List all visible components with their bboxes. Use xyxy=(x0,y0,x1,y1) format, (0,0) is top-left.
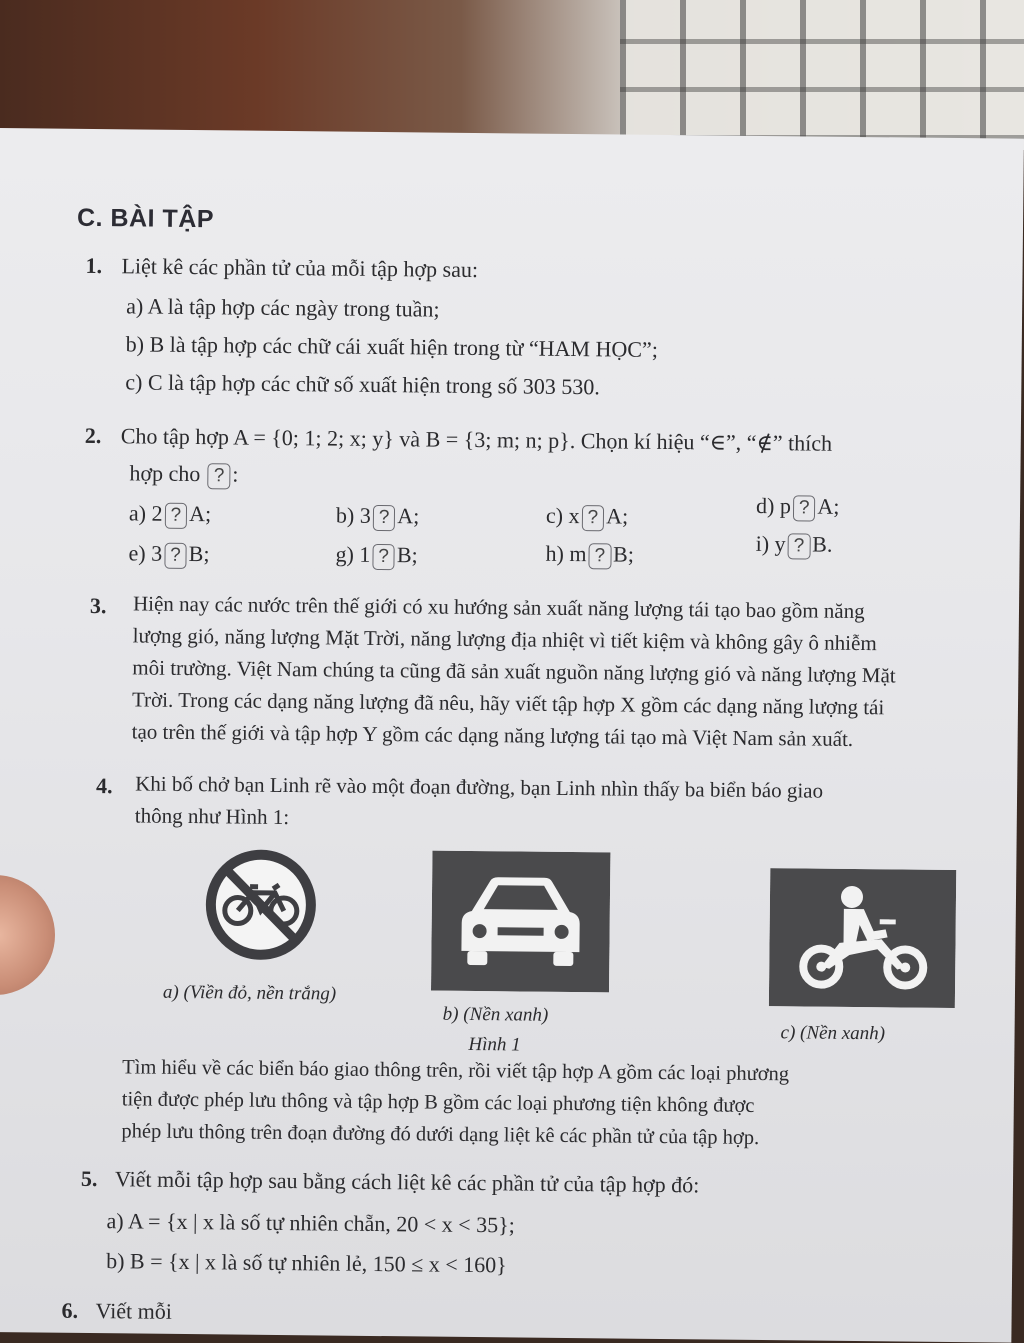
exercise-6-stem: 6. Viết mỗi xyxy=(61,1297,173,1324)
caption-c: c) (Nền xanh) xyxy=(780,1022,886,1045)
exercise-1-c: c) C là tập hợp các chữ số xuất hiện trong số 303 530. xyxy=(125,369,600,400)
exercise-3-text: Hiện nay các nước trên thế giới có xu hướng sản xuất năng lượng tái tạo bao gồm năng lượng gió, năng lượng Mặt Trời, năng lượng địa nhiệt vì tiết kiệm và không gây ô nhiễm môi trường. Việt Nam chúng ta cũng đã sản xuất nguồn năng lượng gió và năng lượng Mặt Trời. Trong các dạng năng lượng đã nêu, hãy viết tập hợp X gồm các dạng năng lượng tái tạo trên thế giới và tập hợp Y gồm các dạng năng lượng tái tạo mà Việt Nam sản xuất. xyxy=(131,591,896,751)
exercise-4-after-text: Tìm hiểu về các biển báo giao thông trên, rồi viết tập hợp A gồm các loại phương tiện được phép lưu thông và tập hợp B gồm các loại phương tiện không được phép lưu thông trên đoạn đường đó dưới dạng liệt kê các phần tử của tập hợp. xyxy=(121,1056,790,1150)
caption-a: a) (Viền đỏ, nền trắng) xyxy=(162,981,337,1005)
background-fabric xyxy=(620,0,1024,140)
exercise-5-stem: 5. Viết mỗi tập hợp sau bằng cách liệt kê các phần tử của tập hợp đó: xyxy=(80,1165,700,1198)
exercise-2-item-g: g) 1 ? B; xyxy=(335,543,417,571)
exercise-2-item-i: i) y ? B. xyxy=(756,532,833,560)
exercise-5-a: a) A = {x | x là số tự nhiên chẵn, 20 < x < 35}; xyxy=(106,1208,515,1238)
exercise-2-stem-line2: hợp cho ? : xyxy=(129,461,238,489)
blank-box: ? xyxy=(164,503,187,529)
blank-box: ? xyxy=(787,533,810,559)
caption-b: b) (Nền xanh) xyxy=(442,1003,549,1026)
exercise-2-item-b: b) 3 ? A; xyxy=(336,504,420,532)
exercise-1-b: b) B là tập hợp các chữ cái xuất hiện trong từ “HAM HỌC”; xyxy=(125,331,659,362)
textbook-page xyxy=(0,128,1024,1343)
blank-box: ? xyxy=(372,544,395,570)
exercise-2-stem: 2. Cho tập hợp A = {0; 1; 2; x; y} và B = {3; m; n; p}. Chọn kí hiệu “∈”, “∉” thích xyxy=(84,422,833,456)
blank-box: ? xyxy=(164,543,187,569)
exercise-1-a: a) A là tập hợp các ngày trong tuần; xyxy=(126,293,440,322)
blank-box: ? xyxy=(588,543,611,569)
exercise-4-text: Khi bố chở bạn Linh rẽ vào một đoạn đường, bạn Linh nhìn thấy ba biển báo giao thông như Hình 1: xyxy=(134,771,824,830)
blank-box: ? xyxy=(793,495,816,521)
exercise-4-number: 4. xyxy=(95,773,113,799)
exercise-2-item-e: e) 3 ? B; xyxy=(128,541,209,569)
exercise-2-item-d: d) p ? A; xyxy=(756,494,840,522)
exercise-2-item-c: c) x ? A; xyxy=(546,504,628,532)
exercise-2-item-h: h) m ? B; xyxy=(545,542,634,570)
exercise-5-b: b) B = {x | x là số tự nhiên lẻ, 150 ≤ x < 160} xyxy=(106,1248,507,1278)
exercise-2-item-a: a) 2 ? A; xyxy=(129,501,211,529)
exercise-3-number: 3. xyxy=(89,592,107,619)
no-bicycle-sign-icon xyxy=(204,848,317,961)
blank-box: ? xyxy=(208,463,231,489)
car-sign-icon xyxy=(431,851,610,993)
blank-box: ? xyxy=(373,505,396,531)
exercise-1-stem: 1. Liệt kê các phần tử của mỗi tập hợp sau: xyxy=(85,252,479,283)
section-heading: C. BÀI TẬP xyxy=(76,203,215,234)
figure-label: Hình 1 xyxy=(468,1033,521,1056)
blank-box: ? xyxy=(581,505,604,531)
motorcycle-sign-icon xyxy=(769,868,956,1008)
